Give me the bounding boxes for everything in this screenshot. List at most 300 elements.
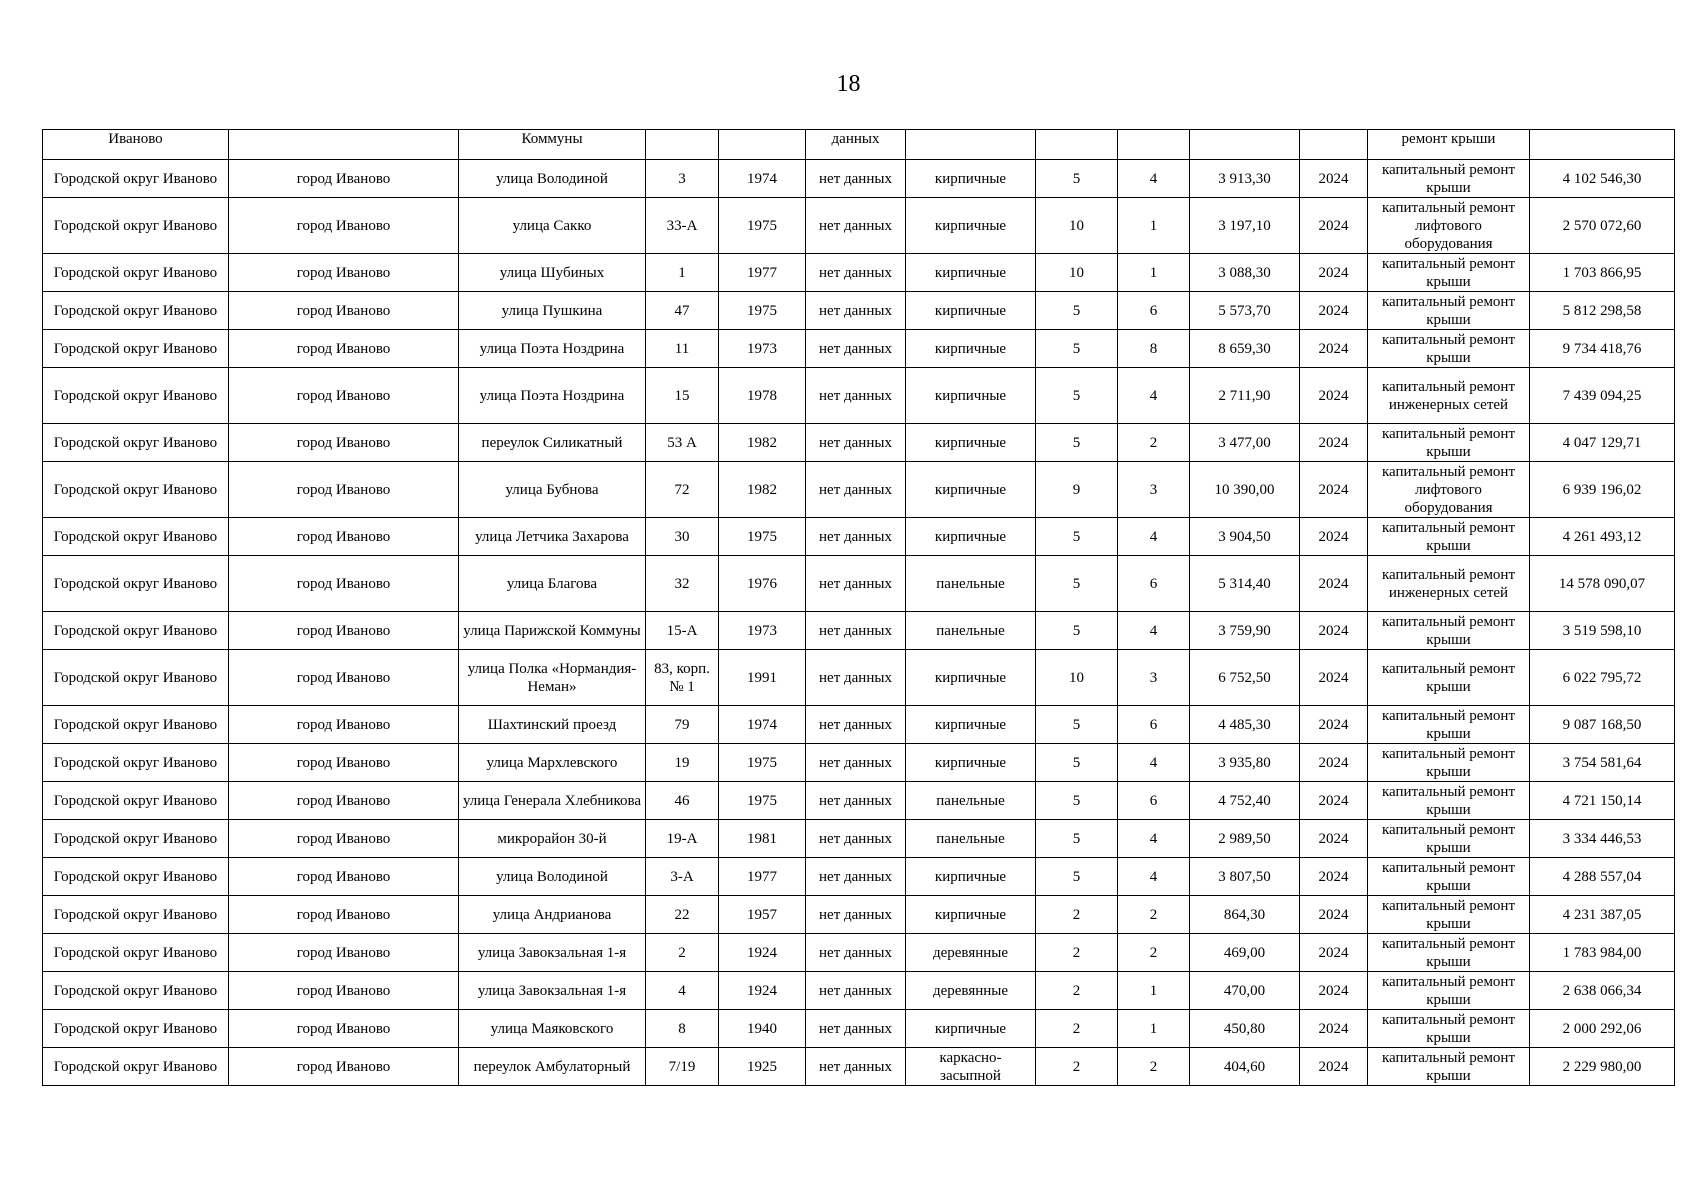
housing-repair-table	[42, 129, 1675, 1086]
year-cell: 1982	[719, 424, 806, 462]
municipality-cell: Городской округ Иваново	[43, 858, 229, 896]
commission-year-cell: нет данных	[806, 198, 906, 254]
settlement-cell: город Иваново	[229, 820, 459, 858]
cost-cell: 3 334 446,53	[1530, 820, 1675, 858]
street-cell: Шахтинский проезд	[459, 706, 646, 744]
commission-year-cell: нет данных	[806, 254, 906, 292]
work-type-cell: ремонт крыши	[1368, 130, 1530, 160]
street-cell: улица Андрианова	[459, 896, 646, 934]
area-cell: 450,80	[1190, 1010, 1300, 1048]
work-type-cell: капитальный ремонт инженерных сетей	[1368, 368, 1530, 424]
municipality-cell: Городской округ Иваново	[43, 160, 229, 198]
table-row	[43, 782, 1675, 820]
area-cell: 3 807,50	[1190, 858, 1300, 896]
plan-year-cell: 2024	[1300, 612, 1368, 650]
plan-year-cell: 2024	[1300, 198, 1368, 254]
municipality-cell: Городской округ Иваново	[43, 556, 229, 612]
work-type-cell: капитальный ремонт крыши	[1368, 518, 1530, 556]
house-number-cell: 15-А	[646, 612, 719, 650]
municipality-cell: Городской округ Иваново	[43, 650, 229, 706]
house-number-cell	[646, 130, 719, 160]
commission-year-cell: нет данных	[806, 160, 906, 198]
settlement-cell: город Иваново	[229, 292, 459, 330]
settlement-cell: город Иваново	[229, 330, 459, 368]
floors-cell: 5	[1036, 292, 1118, 330]
area-cell: 3 904,50	[1190, 518, 1300, 556]
area-cell: 6 752,50	[1190, 650, 1300, 706]
settlement-cell: город Иваново	[229, 254, 459, 292]
year-cell: 1973	[719, 612, 806, 650]
area-cell: 864,30	[1190, 896, 1300, 934]
street-cell: улица Володиной	[459, 858, 646, 896]
settlement-cell: город Иваново	[229, 934, 459, 972]
plan-year-cell	[1300, 130, 1368, 160]
street-cell: улица Мархлевского	[459, 744, 646, 782]
work-type-cell: капитальный ремонт крыши	[1368, 858, 1530, 896]
table-row	[43, 330, 1675, 368]
area-cell: 3 088,30	[1190, 254, 1300, 292]
work-type-cell: капитальный ремонт крыши	[1368, 706, 1530, 744]
house-number-cell: 1	[646, 254, 719, 292]
year-cell: 1940	[719, 1010, 806, 1048]
commission-year-cell: нет данных	[806, 462, 906, 518]
year-cell: 1977	[719, 254, 806, 292]
wall-material-cell: кирпичные	[906, 292, 1036, 330]
entrances-cell	[1118, 130, 1190, 160]
plan-year-cell: 2024	[1300, 556, 1368, 612]
settlement-cell: город Иваново	[229, 556, 459, 612]
floors-cell: 5	[1036, 160, 1118, 198]
settlement-cell: город Иваново	[229, 1010, 459, 1048]
floors-cell: 5	[1036, 782, 1118, 820]
area-cell: 470,00	[1190, 972, 1300, 1010]
settlement-cell: город Иваново	[229, 706, 459, 744]
cost-cell	[1530, 130, 1675, 160]
commission-year-cell: нет данных	[806, 330, 906, 368]
municipality-cell: Городской округ Иваново	[43, 896, 229, 934]
area-cell: 3 197,10	[1190, 198, 1300, 254]
house-number-cell: 83, корп. № 1	[646, 650, 719, 706]
entrances-cell: 6	[1118, 782, 1190, 820]
plan-year-cell: 2024	[1300, 972, 1368, 1010]
street-cell: улица Поэта Ноздрина	[459, 368, 646, 424]
table-row	[43, 556, 1675, 612]
year-cell	[719, 130, 806, 160]
settlement-cell: город Иваново	[229, 896, 459, 934]
floors-cell: 2	[1036, 1048, 1118, 1086]
house-number-cell: 22	[646, 896, 719, 934]
wall-material-cell: панельные	[906, 556, 1036, 612]
work-type-cell: капитальный ремонт крыши	[1368, 934, 1530, 972]
table-row	[43, 518, 1675, 556]
work-type-cell: капитальный ремонт крыши	[1368, 330, 1530, 368]
house-number-cell: 53 А	[646, 424, 719, 462]
year-cell: 1981	[719, 820, 806, 858]
wall-material-cell: кирпичные	[906, 330, 1036, 368]
table-body	[43, 130, 1675, 1086]
cost-cell: 14 578 090,07	[1530, 556, 1675, 612]
plan-year-cell: 2024	[1300, 706, 1368, 744]
commission-year-cell: нет данных	[806, 650, 906, 706]
wall-material-cell: панельные	[906, 612, 1036, 650]
house-number-cell: 47	[646, 292, 719, 330]
house-number-cell: 4	[646, 972, 719, 1010]
wall-material-cell: кирпичные	[906, 368, 1036, 424]
floors-cell: 2	[1036, 896, 1118, 934]
municipality-cell: Городской округ Иваново	[43, 198, 229, 254]
plan-year-cell: 2024	[1300, 330, 1368, 368]
work-type-cell: капитальный ремонт крыши	[1368, 160, 1530, 198]
cost-cell: 7 439 094,25	[1530, 368, 1675, 424]
entrances-cell: 8	[1118, 330, 1190, 368]
year-cell: 1978	[719, 368, 806, 424]
commission-year-cell: нет данных	[806, 292, 906, 330]
wall-material-cell	[906, 130, 1036, 160]
plan-year-cell: 2024	[1300, 292, 1368, 330]
house-number-cell: 2	[646, 934, 719, 972]
cost-cell: 9 087 168,50	[1530, 706, 1675, 744]
commission-year-cell: нет данных	[806, 612, 906, 650]
year-cell: 1924	[719, 972, 806, 1010]
entrances-cell: 3	[1118, 650, 1190, 706]
year-cell: 1975	[719, 292, 806, 330]
table-row	[43, 820, 1675, 858]
entrances-cell: 2	[1118, 896, 1190, 934]
year-cell: 1975	[719, 198, 806, 254]
area-cell: 3 759,90	[1190, 612, 1300, 650]
cost-cell: 2 229 980,00	[1530, 1048, 1675, 1086]
cost-cell: 3 519 598,10	[1530, 612, 1675, 650]
plan-year-cell: 2024	[1300, 896, 1368, 934]
wall-material-cell: кирпичные	[906, 254, 1036, 292]
house-number-cell: 3-А	[646, 858, 719, 896]
work-type-cell: капитальный ремонт крыши	[1368, 972, 1530, 1010]
commission-year-cell: нет данных	[806, 518, 906, 556]
entrances-cell: 2	[1118, 1048, 1190, 1086]
plan-year-cell: 2024	[1300, 858, 1368, 896]
house-number-cell: 19-А	[646, 820, 719, 858]
year-cell: 1975	[719, 518, 806, 556]
municipality-cell: Городской округ Иваново	[43, 330, 229, 368]
street-cell: улица Генерала Хлебникова	[459, 782, 646, 820]
street-cell: улица Благова	[459, 556, 646, 612]
cost-cell: 3 754 581,64	[1530, 744, 1675, 782]
street-cell: микрорайон 30-й	[459, 820, 646, 858]
work-type-cell: капитальный ремонт крыши	[1368, 820, 1530, 858]
year-cell: 1991	[719, 650, 806, 706]
house-number-cell: 46	[646, 782, 719, 820]
area-cell: 4 485,30	[1190, 706, 1300, 744]
plan-year-cell: 2024	[1300, 368, 1368, 424]
floors-cell: 10	[1036, 650, 1118, 706]
house-number-cell: 72	[646, 462, 719, 518]
entrances-cell: 4	[1118, 612, 1190, 650]
settlement-cell: город Иваново	[229, 612, 459, 650]
year-cell: 1924	[719, 934, 806, 972]
house-number-cell: 8	[646, 1010, 719, 1048]
table-row	[43, 744, 1675, 782]
year-cell: 1975	[719, 782, 806, 820]
settlement-cell: город Иваново	[229, 160, 459, 198]
entrances-cell: 4	[1118, 820, 1190, 858]
municipality-cell: Городской округ Иваново	[43, 254, 229, 292]
cost-cell: 6 022 795,72	[1530, 650, 1675, 706]
street-cell: улица Шубиных	[459, 254, 646, 292]
municipality-cell: Городской округ Иваново	[43, 820, 229, 858]
cost-cell: 4 231 387,05	[1530, 896, 1675, 934]
entrances-cell: 4	[1118, 368, 1190, 424]
entrances-cell: 4	[1118, 518, 1190, 556]
municipality-cell: Городской округ Иваново	[43, 518, 229, 556]
settlement-cell: город Иваново	[229, 1048, 459, 1086]
municipality-cell: Городской округ Иваново	[43, 612, 229, 650]
floors-cell	[1036, 130, 1118, 160]
cost-cell: 4 288 557,04	[1530, 858, 1675, 896]
work-type-cell: капитальный ремонт крыши	[1368, 896, 1530, 934]
commission-year-cell: нет данных	[806, 782, 906, 820]
street-cell: улица Полка «Нормандия-Неман»	[459, 650, 646, 706]
floors-cell: 2	[1036, 934, 1118, 972]
commission-year-cell: нет данных	[806, 896, 906, 934]
settlement-cell: город Иваново	[229, 462, 459, 518]
street-cell: улица Бубнова	[459, 462, 646, 518]
house-number-cell: 79	[646, 706, 719, 744]
wall-material-cell: каркасно-засыпной	[906, 1048, 1036, 1086]
floors-cell: 5	[1036, 744, 1118, 782]
work-type-cell: капитальный ремонт крыши	[1368, 1048, 1530, 1086]
area-cell: 8 659,30	[1190, 330, 1300, 368]
cost-cell: 4 047 129,71	[1530, 424, 1675, 462]
municipality-cell: Городской округ Иваново	[43, 462, 229, 518]
plan-year-cell: 2024	[1300, 1048, 1368, 1086]
municipality-cell: Городской округ Иваново	[43, 1010, 229, 1048]
floors-cell: 5	[1036, 518, 1118, 556]
entrances-cell: 1	[1118, 1010, 1190, 1048]
cost-cell: 9 734 418,76	[1530, 330, 1675, 368]
year-cell: 1982	[719, 462, 806, 518]
settlement-cell: город Иваново	[229, 972, 459, 1010]
wall-material-cell: деревянные	[906, 934, 1036, 972]
work-type-cell: капитальный ремонт инженерных сетей	[1368, 556, 1530, 612]
plan-year-cell: 2024	[1300, 518, 1368, 556]
work-type-cell: капитальный ремонт крыши	[1368, 292, 1530, 330]
table-row	[43, 368, 1675, 424]
area-cell: 3 913,30	[1190, 160, 1300, 198]
table-row	[43, 130, 1675, 160]
street-cell: переулок Силикатный	[459, 424, 646, 462]
wall-material-cell: кирпичные	[906, 424, 1036, 462]
wall-material-cell: кирпичные	[906, 198, 1036, 254]
commission-year-cell: нет данных	[806, 744, 906, 782]
floors-cell: 5	[1036, 556, 1118, 612]
settlement-cell: город Иваново	[229, 782, 459, 820]
year-cell: 1977	[719, 858, 806, 896]
cost-cell: 1 703 866,95	[1530, 254, 1675, 292]
municipality-cell: Городской округ Иваново	[43, 972, 229, 1010]
year-cell: 1973	[719, 330, 806, 368]
settlement-cell: город Иваново	[229, 650, 459, 706]
wall-material-cell: деревянные	[906, 972, 1036, 1010]
entrances-cell: 1	[1118, 198, 1190, 254]
table-row	[43, 160, 1675, 198]
entrances-cell: 6	[1118, 292, 1190, 330]
cost-cell: 4 721 150,14	[1530, 782, 1675, 820]
wall-material-cell: кирпичные	[906, 744, 1036, 782]
table-row	[43, 292, 1675, 330]
area-cell: 3 935,80	[1190, 744, 1300, 782]
settlement-cell: город Иваново	[229, 744, 459, 782]
house-number-cell: 3	[646, 160, 719, 198]
table-row	[43, 650, 1675, 706]
plan-year-cell: 2024	[1300, 744, 1368, 782]
municipality-cell: Городской округ Иваново	[43, 368, 229, 424]
house-number-cell: 7/19	[646, 1048, 719, 1086]
municipality-cell: Городской округ Иваново	[43, 706, 229, 744]
area-cell: 2 989,50	[1190, 820, 1300, 858]
plan-year-cell: 2024	[1300, 160, 1368, 198]
wall-material-cell: кирпичные	[906, 858, 1036, 896]
table-row	[43, 462, 1675, 518]
street-cell: улица Володиной	[459, 160, 646, 198]
area-cell: 5 314,40	[1190, 556, 1300, 612]
table-row	[43, 896, 1675, 934]
commission-year-cell: нет данных	[806, 424, 906, 462]
work-type-cell: капитальный ремонт лифтового оборудования	[1368, 462, 1530, 518]
year-cell: 1976	[719, 556, 806, 612]
entrances-cell: 2	[1118, 424, 1190, 462]
street-cell: улица Летчика Захарова	[459, 518, 646, 556]
commission-year-cell: нет данных	[806, 820, 906, 858]
table-row	[43, 1048, 1675, 1086]
floors-cell: 5	[1036, 612, 1118, 650]
year-cell: 1925	[719, 1048, 806, 1086]
floors-cell: 5	[1036, 706, 1118, 744]
commission-year-cell: нет данных	[806, 368, 906, 424]
entrances-cell: 1	[1118, 254, 1190, 292]
year-cell: 1974	[719, 160, 806, 198]
commission-year-cell: нет данных	[806, 972, 906, 1010]
plan-year-cell: 2024	[1300, 650, 1368, 706]
entrances-cell: 1	[1118, 972, 1190, 1010]
cost-cell: 4 102 546,30	[1530, 160, 1675, 198]
house-number-cell: 30	[646, 518, 719, 556]
municipality-cell: Городской округ Иваново	[43, 1048, 229, 1086]
commission-year-cell: нет данных	[806, 706, 906, 744]
plan-year-cell: 2024	[1300, 424, 1368, 462]
page-number: 18	[836, 71, 861, 97]
municipality-cell: Городской округ Иваново	[43, 744, 229, 782]
work-type-cell: капитальный ремонт крыши	[1368, 744, 1530, 782]
wall-material-cell: кирпичные	[906, 160, 1036, 198]
wall-material-cell: панельные	[906, 782, 1036, 820]
work-type-cell: капитальный ремонт крыши	[1368, 782, 1530, 820]
settlement-cell: город Иваново	[229, 198, 459, 254]
wall-material-cell: кирпичные	[906, 706, 1036, 744]
floors-cell: 5	[1036, 820, 1118, 858]
entrances-cell: 3	[1118, 462, 1190, 518]
work-type-cell: капитальный ремонт лифтового оборудования	[1368, 198, 1530, 254]
table-row	[43, 198, 1675, 254]
floors-cell: 5	[1036, 330, 1118, 368]
commission-year-cell: нет данных	[806, 1010, 906, 1048]
municipality-cell: Городской округ Иваново	[43, 934, 229, 972]
table-row	[43, 934, 1675, 972]
house-number-cell: 15	[646, 368, 719, 424]
municipality-cell: Городской округ Иваново	[43, 782, 229, 820]
floors-cell: 5	[1036, 424, 1118, 462]
street-cell: улица Сакко	[459, 198, 646, 254]
cost-cell: 2 638 066,34	[1530, 972, 1675, 1010]
cost-cell: 5 812 298,58	[1530, 292, 1675, 330]
settlement-cell: город Иваново	[229, 424, 459, 462]
plan-year-cell: 2024	[1300, 254, 1368, 292]
table-row	[43, 254, 1675, 292]
street-cell: улица Завокзальная 1-я	[459, 934, 646, 972]
municipality-cell: Городской округ Иваново	[43, 424, 229, 462]
entrances-cell: 6	[1118, 556, 1190, 612]
cost-cell: 4 261 493,12	[1530, 518, 1675, 556]
area-cell: 3 477,00	[1190, 424, 1300, 462]
work-type-cell: капитальный ремонт крыши	[1368, 254, 1530, 292]
cost-cell: 2 570 072,60	[1530, 198, 1675, 254]
entrances-cell: 4	[1118, 858, 1190, 896]
street-cell: улица Пушкина	[459, 292, 646, 330]
house-number-cell: 11	[646, 330, 719, 368]
cost-cell: 1 783 984,00	[1530, 934, 1675, 972]
cost-cell: 2 000 292,06	[1530, 1010, 1675, 1048]
house-number-cell: 19	[646, 744, 719, 782]
work-type-cell: капитальный ремонт крыши	[1368, 650, 1530, 706]
table-row	[43, 858, 1675, 896]
settlement-cell	[229, 130, 459, 160]
plan-year-cell: 2024	[1300, 1010, 1368, 1048]
wall-material-cell: кирпичные	[906, 896, 1036, 934]
table-row	[43, 706, 1675, 744]
floors-cell: 10	[1036, 254, 1118, 292]
house-number-cell: 33-А	[646, 198, 719, 254]
street-cell: улица Парижской Коммуны	[459, 612, 646, 650]
work-type-cell: капитальный ремонт крыши	[1368, 1010, 1530, 1048]
floors-cell: 2	[1036, 1010, 1118, 1048]
work-type-cell: капитальный ремонт крыши	[1368, 612, 1530, 650]
table-row	[43, 972, 1675, 1010]
wall-material-cell: панельные	[906, 820, 1036, 858]
floors-cell: 9	[1036, 462, 1118, 518]
area-cell: 469,00	[1190, 934, 1300, 972]
house-number-cell: 32	[646, 556, 719, 612]
municipality-cell: Городской округ Иваново	[43, 292, 229, 330]
settlement-cell: город Иваново	[229, 518, 459, 556]
work-type-cell: капитальный ремонт крыши	[1368, 424, 1530, 462]
commission-year-cell: нет данных	[806, 934, 906, 972]
floors-cell: 5	[1036, 368, 1118, 424]
year-cell: 1974	[719, 706, 806, 744]
table-row	[43, 1010, 1675, 1048]
table-row	[43, 612, 1675, 650]
area-cell: 4 752,40	[1190, 782, 1300, 820]
entrances-cell: 6	[1118, 706, 1190, 744]
year-cell: 1957	[719, 896, 806, 934]
settlement-cell: город Иваново	[229, 368, 459, 424]
wall-material-cell: кирпичные	[906, 650, 1036, 706]
wall-material-cell: кирпичные	[906, 518, 1036, 556]
area-cell: 404,60	[1190, 1048, 1300, 1086]
entrances-cell: 2	[1118, 934, 1190, 972]
floors-cell: 10	[1036, 198, 1118, 254]
floors-cell: 5	[1036, 858, 1118, 896]
plan-year-cell: 2024	[1300, 820, 1368, 858]
street-cell: улица Завокзальная 1-я	[459, 972, 646, 1010]
